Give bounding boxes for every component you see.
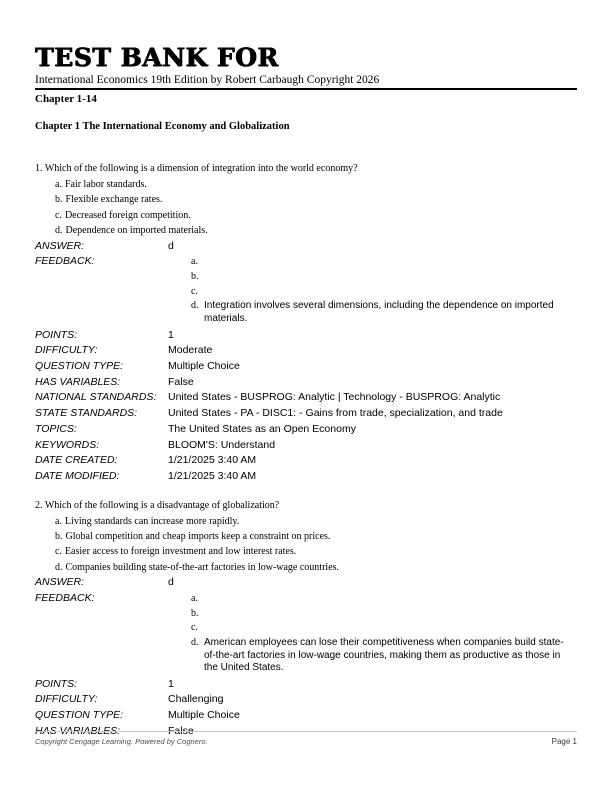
metadata-label: STATE STANDARDS: (35, 407, 138, 420)
metadata-row (35, 453, 577, 469)
metadata-label: DATE CREATED: (35, 454, 118, 467)
feedback-item (191, 593, 577, 606)
choice-row (55, 192, 577, 207)
choice-letter: a. (55, 179, 62, 190)
question-text: 2. Which of the following is a disadvantage of globalization? (35, 499, 280, 511)
feedback-list (191, 254, 577, 325)
page-title: TEST BANK FOR (35, 43, 279, 72)
feedback-letter: c. (191, 285, 198, 297)
feedback-text (204, 593, 572, 606)
choice-letter: d. (55, 561, 63, 573)
metadata-label: QUESTION TYPE: (35, 359, 124, 372)
choice-letter: d. (55, 225, 63, 237)
choice-row (55, 544, 577, 559)
choice-text: Dependence on imported materials. (65, 225, 208, 237)
metadata-value: BLOOM'S: Understand (168, 438, 276, 451)
feedback-item (191, 608, 577, 621)
choice-text: Global competition and cheap imports keep a constraint on prices. (65, 531, 331, 543)
metadata-row (35, 359, 577, 375)
choice-text: Companies building state-of-the-art factories in low-wage countries. (65, 561, 340, 573)
choice-letter: a. (55, 515, 62, 527)
feedback-letter: d. (191, 300, 199, 312)
metadata-row (35, 422, 577, 438)
choice-list (55, 514, 577, 576)
metadata-label: KEYWORDS: (35, 438, 100, 451)
metadata-row (35, 692, 577, 708)
metadata-value: Moderate (168, 344, 213, 357)
metadata-label: HAS VARIABLES: (35, 375, 121, 388)
book-subtitle: International Economics 19th Edition by Robert Carbaugh Copyright 2026 (35, 73, 577, 90)
chapter-heading: Chapter 1 The International Economy and Globalization (35, 121, 290, 132)
feedback-item (191, 300, 577, 325)
metadata-row (35, 390, 577, 406)
question-block-1 (35, 162, 577, 485)
choice-text: Decreased foreign competition. (64, 209, 191, 221)
metadata-label: NATIONAL STANDARDS: (35, 391, 157, 404)
choice-letter: b. (55, 194, 63, 206)
answer-value: d (168, 576, 174, 589)
metadata-value: Multiple Choice (168, 359, 240, 372)
feedback-item (191, 286, 577, 299)
metadata-row (35, 406, 577, 422)
feedback-text (204, 286, 572, 299)
choice-row (55, 529, 577, 544)
choice-row (55, 514, 577, 529)
feedback-text (204, 256, 572, 269)
choice-text: Flexible exchange rates. (65, 194, 163, 206)
metadata-value: False (168, 724, 194, 737)
feedback-text: American employees can lose their competitiveness when companies build state-of-the-art factories in low-wage countries, making them as productive as those in the United States. (204, 637, 564, 673)
metadata-row (35, 708, 577, 724)
feedback-text: Integration involves several dimensions, including the dependence on imported materials. (204, 300, 554, 324)
feedback-text (204, 271, 572, 284)
metadata-label: HAS VARIABLES: (35, 724, 121, 737)
choice-text: Easier access to foreign investment and low interest rates. (64, 546, 297, 558)
feedback-letter: d. (191, 637, 199, 648)
answer-row (35, 239, 577, 255)
metadata-value: Multiple Choice (168, 709, 240, 722)
metadata-row (35, 343, 577, 359)
feedback-item (191, 637, 577, 675)
feedback-text (204, 608, 572, 621)
feedback-label: FEEDBACK: (35, 255, 95, 268)
answer-label: ANSWER: (35, 239, 85, 252)
feedback-label: FEEDBACK: (35, 591, 95, 604)
metadata-value: 1/21/2025 3:40 AM (168, 469, 257, 482)
choice-row (55, 223, 577, 238)
metadata-label: DIFFICULTY: (35, 693, 98, 706)
choice-letter: c. (55, 546, 62, 558)
feedback-letter: b. (191, 607, 199, 619)
question-text: 1. Which of the following is a dimension of integration into the world economy? (35, 163, 358, 174)
choice-row (55, 560, 577, 575)
feedback-item (191, 271, 577, 284)
choice-text: Living standards can increase more rapidly. (64, 515, 240, 527)
feedback-letter: c. (191, 622, 198, 634)
feedback-item (191, 622, 577, 635)
feedback-row (35, 591, 577, 677)
answer-value: d (168, 239, 174, 252)
metadata-value: Challenging (168, 693, 224, 706)
answer-label: ANSWER: (35, 576, 85, 589)
metadata-value: False (168, 375, 194, 388)
metadata-value: 1 (168, 677, 174, 690)
metadata-row (35, 328, 577, 344)
choice-row (55, 177, 577, 192)
chapter-range: Chapter 1-14 (35, 93, 97, 105)
answer-row (35, 575, 577, 591)
metadata-value: The United States as an Open Economy (168, 422, 356, 435)
metadata-label: QUESTION TYPE: (35, 709, 124, 722)
metadata-row (35, 677, 577, 693)
metadata-value: United States - PA - DISC1: - Gains from trade, specialization, and trade (168, 407, 503, 420)
feedback-letter: b. (191, 271, 199, 283)
metadata-value: 1/21/2025 3:40 AM (168, 454, 257, 467)
metadata-value: United States - BUSPROG: Analytic | Technology - BUSPROG: Analytic (168, 391, 501, 404)
metadata-label: DATE MODIFIED: (35, 469, 120, 482)
feedback-letter: a. (191, 256, 198, 268)
metadata-row (35, 375, 577, 391)
choice-letter: b. (55, 531, 63, 543)
feedback-letter: a. (191, 592, 198, 604)
choice-text: Fair labor standards. (64, 179, 147, 190)
metadata-value: 1 (168, 328, 174, 341)
page-footer (35, 731, 577, 746)
question-block-2 (35, 499, 577, 740)
footer-page-number: Page 1 (551, 737, 577, 746)
metadata-row (35, 469, 577, 485)
feedback-text (204, 622, 572, 635)
feedback-list (191, 591, 577, 675)
footer-copyright: Copyright Cengage Learning. Powered by Cognero. (35, 737, 208, 746)
choice-row (55, 208, 577, 223)
metadata-row (35, 438, 577, 454)
feedback-item (191, 256, 577, 269)
choice-letter: c. (55, 209, 62, 221)
feedback-row (35, 254, 577, 327)
metadata-label: POINTS: (35, 677, 78, 690)
metadata-label: TOPICS: (35, 422, 77, 435)
metadata-label: DIFFICULTY: (35, 344, 98, 357)
choice-list (55, 177, 577, 239)
metadata-label: POINTS: (35, 328, 78, 341)
